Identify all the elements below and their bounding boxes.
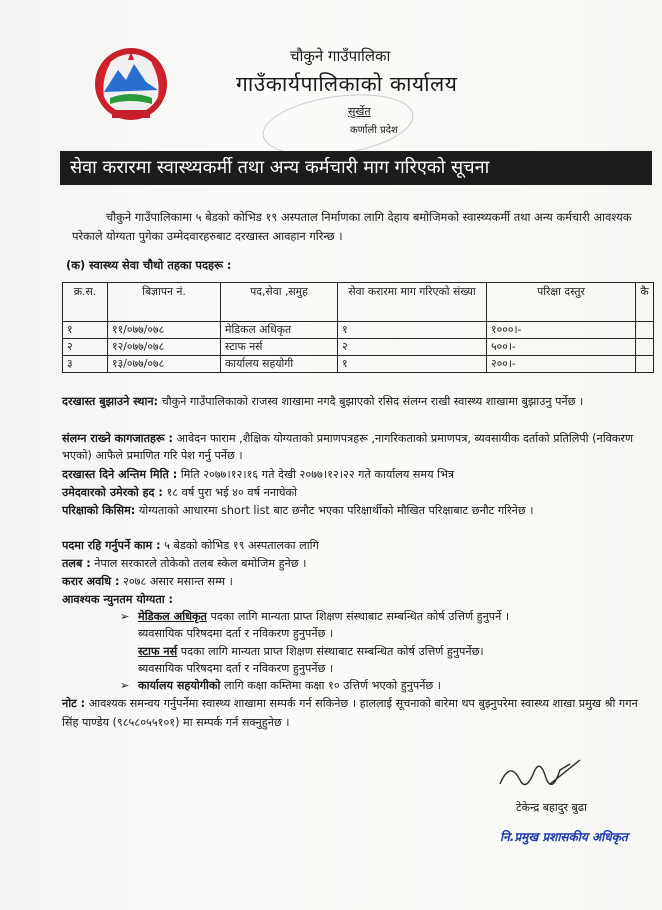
signatory-title: नि.प्रमुख प्रशासकीय अधिकृत: [500, 830, 628, 844]
attached-documents: संलग्न राख्ने कागजातहरू : आवेदन फाराम ,शैक्षिक योग्यताको प्रमाणपत्रहरू ,नागरिकताको प्रमाणपत्र, ब्यवसायीक दर्ताको प्रतिलिपी (नविकरण भएको) आफैले प्रमाणित गरि पेश गर्नु पर्नेछ ।: [62, 432, 634, 462]
posts-table: [62, 282, 654, 373]
note-paragraph: नोट : आवश्यक समन्वय गर्नुपर्नेमा स्वास्थ्य शाखामा सम्पर्क गर्न सकिनेछ । हाललाई सूचनाको बारेमा थप बुझ्नुपरेमा स्वास्थ्य शाखा प्रमुख श्री गगन सिंह पाण्डेय (९८५८०५५१०१) मा सम्पर्क गर्न सक्नुहुनेछ ।: [62, 697, 638, 729]
signatory-name: टेकेन्द्र बहादुर बुढा: [516, 801, 587, 814]
municipality-name: चौकुने गाउँपालिका: [290, 47, 391, 65]
contract-period: करार अवधि : २०७८ असार मसान्त सम्म ।: [62, 575, 233, 588]
application-deadline: दरखास्त दिने अन्तिम मिति : मिति २०७७।१२।१६ गते देखी २०७७।१२।२२ गते कार्यालय समय भित्र: [62, 468, 455, 481]
qualification-office-assistant: ➢ कार्यालय सहयोगीको लागि कक्षा कम्तिमा कक्षा १० उत्तिर्ण भएको हुनुपर्नेछ ।: [120, 679, 442, 692]
notice-title-banner: सेवा करारमा स्वास्थ्यकर्मी तथा अन्य कर्मचारी माग गरिएको सूचना: [60, 151, 652, 185]
salary: तलब : नेपाल सरकारले तोकेको तलब स्केल बमोजिम हुनेछ ।: [62, 557, 307, 570]
work-location: पदमा रहि गर्नुपर्ने काम : ५ बेडको कोभिड १९ अस्पतालका लागि: [62, 539, 319, 552]
province-name: कर्णाली प्रदेश: [350, 125, 398, 136]
qualification-staff-nurse-registration: ब्यवसायिक परिषदमा दर्ता र नविकरण हुनुपर्नेछ ।: [138, 662, 334, 675]
section-a-heading: (क) स्वास्थ्य सेवा चौथो तहका पदहरू :: [66, 258, 232, 272]
intro-paragraph: चौकुने गाउँपालिकामा ५ बेडको कोभिड १९ अस्पताल निर्माणका लागि देहाय बमोजिमको स्वास्थ्यकर्मी तथा अन्य कर्मचारी आवश्यक परेकाले योग्यता पुगेका उम्मेदवारहरुबाट दरखास्त आवहान गरिन्छ ।: [72, 210, 632, 243]
exam-type: परिक्षाको किसिम: योग्यताको आधारमा short list बाट छनौट भएका परिक्षार्थीको मौखित परिक्षाबाट छनौट गरिनेछ ।: [62, 504, 534, 517]
qualification-heading: आवश्यक न्युनतम योग्यता :: [62, 593, 174, 606]
submission-place: दरखास्त बुझाउने स्थान: चौकुने गाउँपालिकाको राजस्व शाखामा नगदै बुझाएको रसिद संलग्न राखी स्वास्थ्य शाखामा बुझाउनु पर्नेछ ।: [62, 395, 584, 408]
table-row: २ १२/०७७/०७८ स्टाफ नर्स २ ५००।-: [63, 339, 654, 356]
table-row: ३ १३/०७७/०७८ कार्यालय सहयोगी १ २००।-: [63, 356, 654, 373]
signature-icon: [480, 754, 600, 800]
table-row: १ ११/०७७/०७८ मेडिकल अधिकृत १ १०००।-: [63, 322, 654, 339]
office-name: गाउँकार्यपालिकाको कार्यालय: [236, 72, 458, 96]
col-count: सेवा करारमा माग गरिएको संख्या: [338, 283, 487, 322]
col-serial: क्र.स.: [63, 283, 108, 322]
col-post: पद,सेवा ,समुह: [221, 283, 338, 322]
col-ad-number: बिज्ञापन नं.: [108, 283, 221, 322]
col-remarks: कै: [636, 283, 654, 322]
qualification-medical-officer: ➢ मेडिकल अधिकृत पदका लागि मान्यता प्राप्त शिक्षण संस्थाबाट सम्बन्धित कोर्ष उत्तिर्ण हुनुपर्ने ।: [120, 610, 510, 623]
qualification-medical-officer-registration: ब्यवसायिक परिषदमा दर्ता र नविकरण हुनुपर्नेछ ।: [138, 627, 334, 640]
office-location: सुर्खेत: [348, 105, 371, 118]
table-header-row: [63, 283, 654, 322]
age-limit: उमेदवारको उमेरको हद : १८ वर्ष पुरा भई ४० वर्ष ननाघेको: [62, 486, 298, 499]
nepal-government-emblem-icon: [88, 40, 174, 128]
col-exam-fee: परिक्षा दस्तुर: [487, 283, 636, 322]
qualification-staff-nurse: स्टाफ नर्स पदका लागि मान्यता प्राप्त शिक्षण संस्थाबाट सम्बन्धित कोर्ष उत्तिर्ण हुनुपर्नेछ।: [138, 645, 484, 658]
